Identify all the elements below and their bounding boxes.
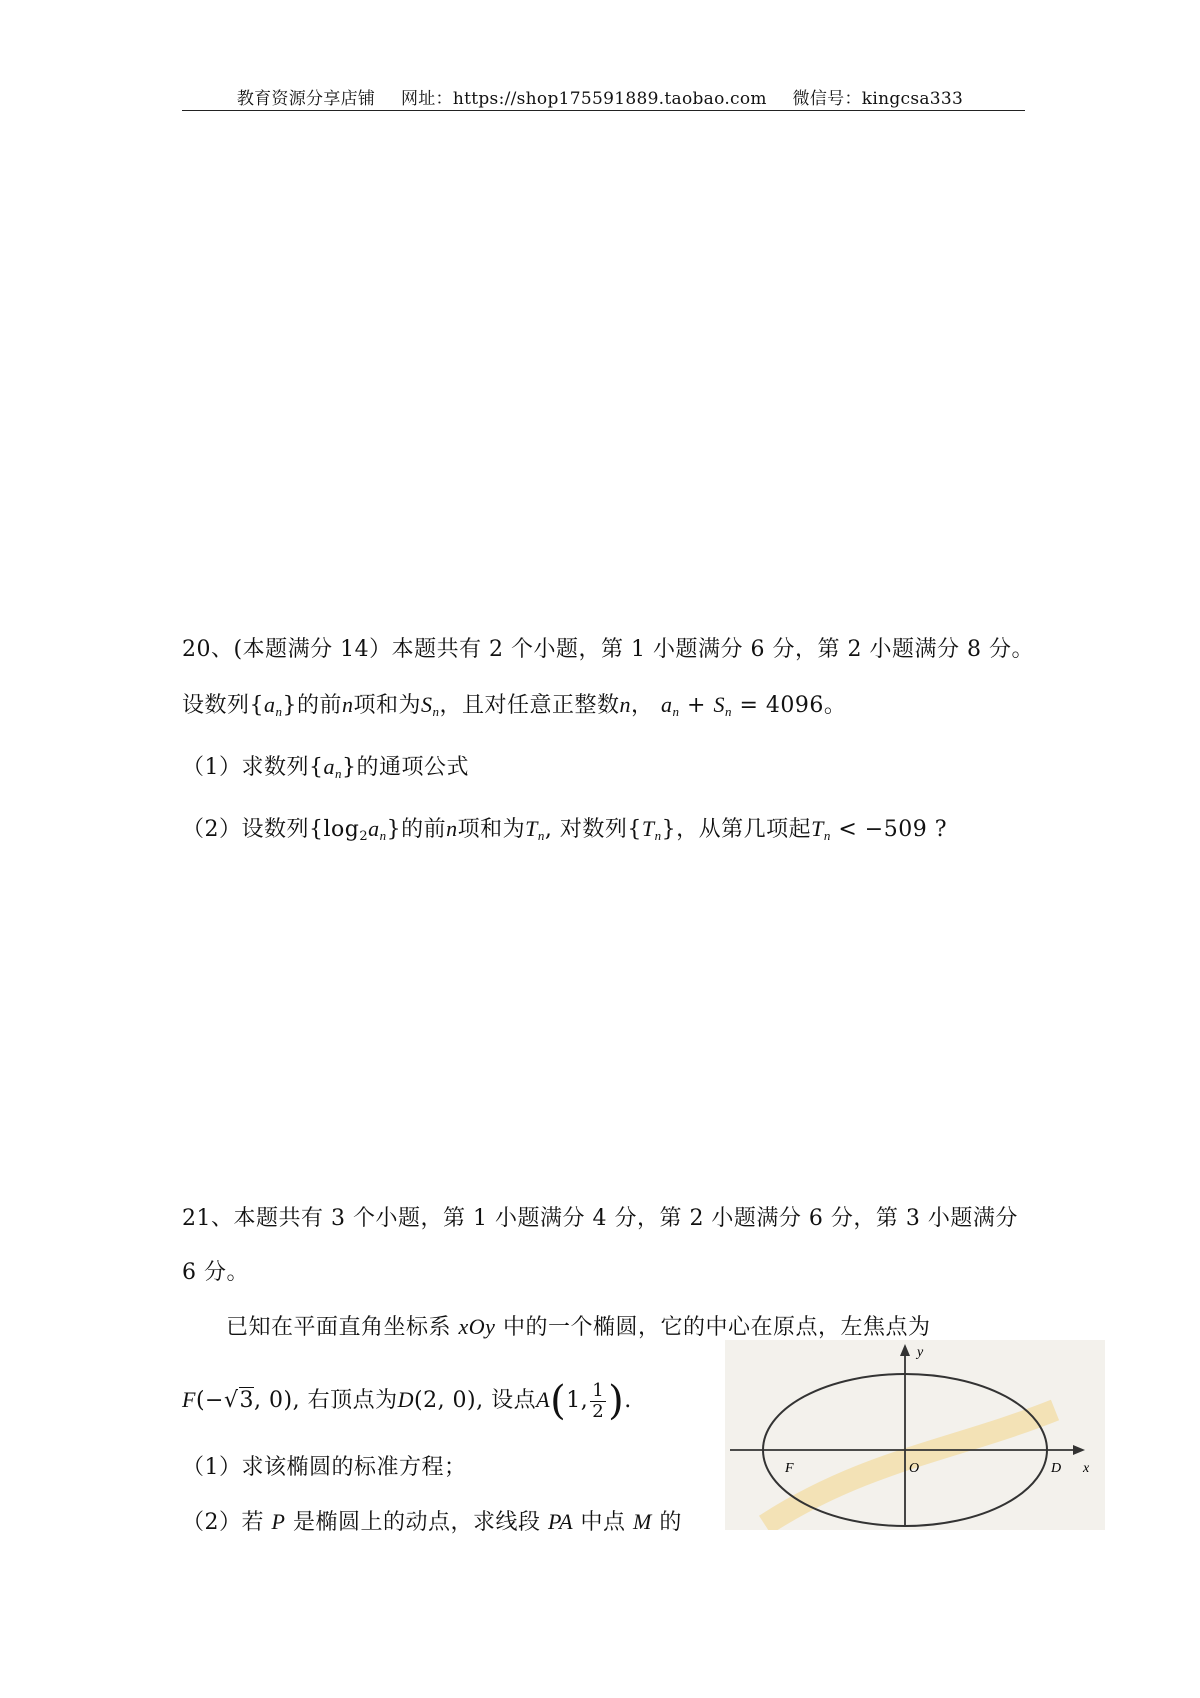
q21-statement: 已知在平面直角坐标系 xOy 中的一个椭圆，它的中心在原点，左焦点为 <box>226 1314 931 1340</box>
q21-title: 21、本题共有 3 个小题，第 1 小题满分 4 分，第 2 小题满分 6 分，第 3 小题满分 <box>182 1206 1018 1231</box>
label-O: O <box>909 1461 920 1476</box>
header-website[interactable]: 网址：https://shop175591889.taobao.com <box>400 89 767 109</box>
page-header <box>0 84 1200 109</box>
q20-title: 20、(本题满分 14）本题共有 2 个小题，第 1 小题满分 6 分，第 2 小题满分 8 分。 <box>182 637 1034 662</box>
q20-statement: 设数列$\{a_n\}$的前n项和为$S_n$，且对任意正整数n， $a_n + S_n = 4096$。 <box>182 692 847 719</box>
label-x: x <box>1083 1461 1090 1476</box>
figure-background <box>725 1340 1105 1530</box>
fraction-one-half: $\frac{1}{2}$ <box>592 1379 605 1422</box>
q21-conditions: F(−√3, 0), 右顶点为D(2, 0), 设点A(1, $\frac{1}{2}$ ). <box>182 1378 632 1424</box>
header-rule <box>182 110 1025 111</box>
header-shop: 教育资源分享店铺 <box>236 89 376 109</box>
q21-part1: （1）求该椭圆的标准方程； <box>182 1455 467 1480</box>
label-D: D <box>1051 1461 1062 1476</box>
label-y: y <box>917 1345 924 1360</box>
label-F: F <box>785 1461 794 1476</box>
q20-equation: $a_n + S_n = 4096$ <box>661 692 824 719</box>
q20-part2: （2）设数列$\{\log_2a_n\}$的前n项和为$T_n$, 对数列$\{T_n\}$，从第几项起$T_n < -509$ ? <box>182 816 948 844</box>
q20-part1: （1）求数列$\{a_n\}$的通项公式 <box>182 754 469 781</box>
q21-part2: （2）若 P 是椭圆上的动点，求线段 PA 中点 M 的 <box>182 1509 682 1535</box>
header-wechat: 微信号：kingcsa333 <box>792 89 964 109</box>
q21-title-cont: 6 分。 <box>182 1260 249 1285</box>
ellipse-figure <box>725 1340 1105 1530</box>
